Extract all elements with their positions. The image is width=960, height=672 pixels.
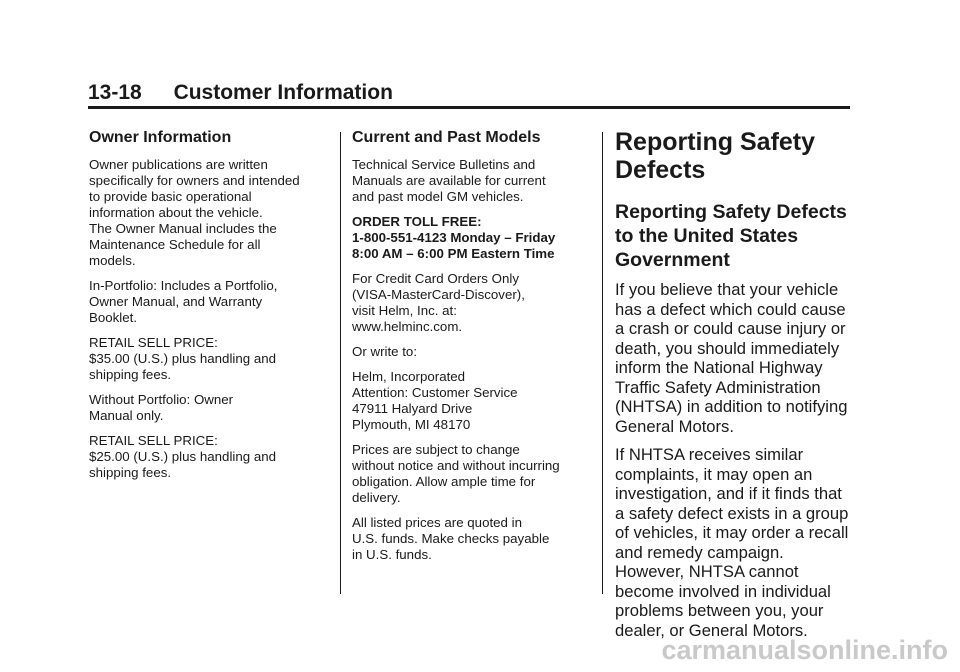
text-line: specifically for owners and intended bbox=[89, 173, 300, 188]
text-line: (NHTSA) in addition to notifying bbox=[615, 397, 848, 416]
column-owner-information bbox=[89, 128, 331, 490]
text-line: information about the vehicle. bbox=[89, 205, 263, 220]
text-line: However, NHTSA cannot bbox=[615, 562, 799, 581]
text-line: 47911 Halyard Drive bbox=[352, 401, 473, 416]
section-title: Customer Information bbox=[173, 81, 393, 104]
paragraph bbox=[352, 344, 584, 360]
paragraph bbox=[89, 335, 331, 383]
paragraph bbox=[352, 157, 584, 205]
column-reporting-safety-defects bbox=[615, 128, 855, 649]
text-line: visit Helm, Inc. at: bbox=[352, 303, 457, 318]
text-line: problems between you, your bbox=[615, 601, 824, 620]
text-line: Manual only. bbox=[89, 408, 164, 423]
text-line: a safety defect exists in a group bbox=[615, 503, 849, 523]
current-past-models-heading: Current and Past Models bbox=[352, 129, 541, 146]
text-line: The Owner Manual includes the bbox=[89, 221, 277, 236]
text-line: $35.00 (U.S.) plus handling and bbox=[89, 351, 277, 366]
owner-information-heading: Owner Information bbox=[89, 129, 232, 146]
text-line: delivery. bbox=[352, 490, 401, 505]
text-line: Traffic Safety Administration bbox=[615, 377, 821, 397]
text-line: complaints, it may open an bbox=[615, 464, 813, 484]
text-line: Attention: Customer Service bbox=[352, 385, 518, 400]
text-line: For Credit Card Orders Only bbox=[352, 271, 519, 286]
text-line: Owner publications are written bbox=[89, 157, 268, 172]
text-line: Helm, Incorporated bbox=[352, 369, 466, 384]
watermark: carmanualsonline.info bbox=[661, 635, 948, 665]
paragraph bbox=[615, 280, 855, 436]
paragraph bbox=[89, 278, 331, 326]
order-toll-free bbox=[352, 214, 584, 262]
paragraph bbox=[352, 442, 584, 506]
text-line: become involved in individual bbox=[615, 581, 831, 601]
text-line: Reporting Safety Defects bbox=[615, 201, 847, 223]
text-line: Reporting Safety bbox=[615, 128, 816, 156]
text-line: shipping fees. bbox=[89, 465, 172, 480]
text-line: RETAIL SELL PRICE: bbox=[89, 335, 218, 350]
text-line: death, you should immediately bbox=[615, 338, 840, 358]
text-line: $25.00 (U.S.) plus handling and bbox=[89, 449, 277, 464]
text-line: If NHTSA receives similar bbox=[615, 445, 804, 464]
text-line: Maintenance Schedule for all bbox=[89, 237, 261, 252]
text-line: has a defect which could cause bbox=[615, 299, 846, 319]
text-line: and past model GM vehicles. bbox=[352, 189, 524, 204]
text-line: If you believe that your vehicle bbox=[615, 280, 839, 299]
text-line: Owner Manual, and Warranty bbox=[89, 294, 263, 309]
text-line: to the United States bbox=[615, 225, 799, 247]
text-line: Technical Service Bulletins and bbox=[352, 157, 536, 172]
text-line: a crash or could cause injury or bbox=[615, 319, 846, 338]
text-line: All listed prices are quoted in bbox=[352, 515, 522, 530]
page-header bbox=[88, 80, 850, 109]
paragraph bbox=[352, 271, 584, 335]
text-line: investigation, and if it finds that bbox=[615, 484, 842, 503]
text-line: Booklet. bbox=[89, 310, 138, 325]
text-line: and remedy campaign. bbox=[615, 542, 784, 562]
paragraph bbox=[89, 392, 331, 424]
text-line: without notice and without incurring bbox=[352, 458, 560, 473]
text-line: Or write to: bbox=[352, 344, 418, 359]
text-line: obligation. Allow ample time for bbox=[352, 474, 536, 489]
column-current-past-models bbox=[352, 128, 584, 572]
text-line: shipping fees. bbox=[89, 367, 172, 382]
text-line: Without Portfolio: Owner bbox=[89, 392, 234, 407]
text-line: in U.S. funds. bbox=[352, 547, 432, 562]
text-line: Defects bbox=[615, 156, 706, 184]
column-divider bbox=[340, 132, 341, 594]
paragraph bbox=[89, 157, 331, 269]
reporting-safety-defects-heading bbox=[615, 128, 855, 184]
text-line: www.helminc.com. bbox=[352, 319, 463, 334]
address bbox=[352, 369, 584, 433]
reporting-to-us-government-heading bbox=[615, 200, 855, 272]
paragraph bbox=[352, 515, 584, 563]
text-line: of vehicles, it may order a recall bbox=[615, 523, 849, 542]
text-line: Manuals are available for current bbox=[352, 173, 546, 188]
text-line: ORDER TOLL FREE: bbox=[352, 214, 482, 229]
text-line: Government bbox=[615, 249, 730, 271]
text-line: General Motors. bbox=[615, 416, 734, 436]
text-line: 1-800-551-4123 Monday – Friday bbox=[352, 230, 556, 245]
text-line: 8:00 AM – 6:00 PM Eastern Time bbox=[352, 246, 555, 261]
text-line: dealer, or General Motors. bbox=[615, 620, 808, 640]
column-divider bbox=[602, 132, 603, 594]
text-line: U.S. funds. Make checks payable bbox=[352, 531, 550, 546]
text-line: models. bbox=[89, 253, 136, 268]
text-line: Plymouth, MI 48170 bbox=[352, 417, 471, 432]
page-number: 13-18 bbox=[88, 81, 142, 104]
paragraph bbox=[615, 445, 855, 640]
text-line: inform the National Highway bbox=[615, 358, 823, 377]
paragraph bbox=[89, 433, 331, 481]
text-line: (VISA-MasterCard-Discover), bbox=[352, 287, 525, 302]
text-line: Prices are subject to change bbox=[352, 442, 520, 457]
text-line: RETAIL SELL PRICE: bbox=[89, 433, 218, 448]
text-line: In-Portfolio: Includes a Portfolio, bbox=[89, 278, 278, 293]
text-line: to provide basic operational bbox=[89, 189, 252, 204]
